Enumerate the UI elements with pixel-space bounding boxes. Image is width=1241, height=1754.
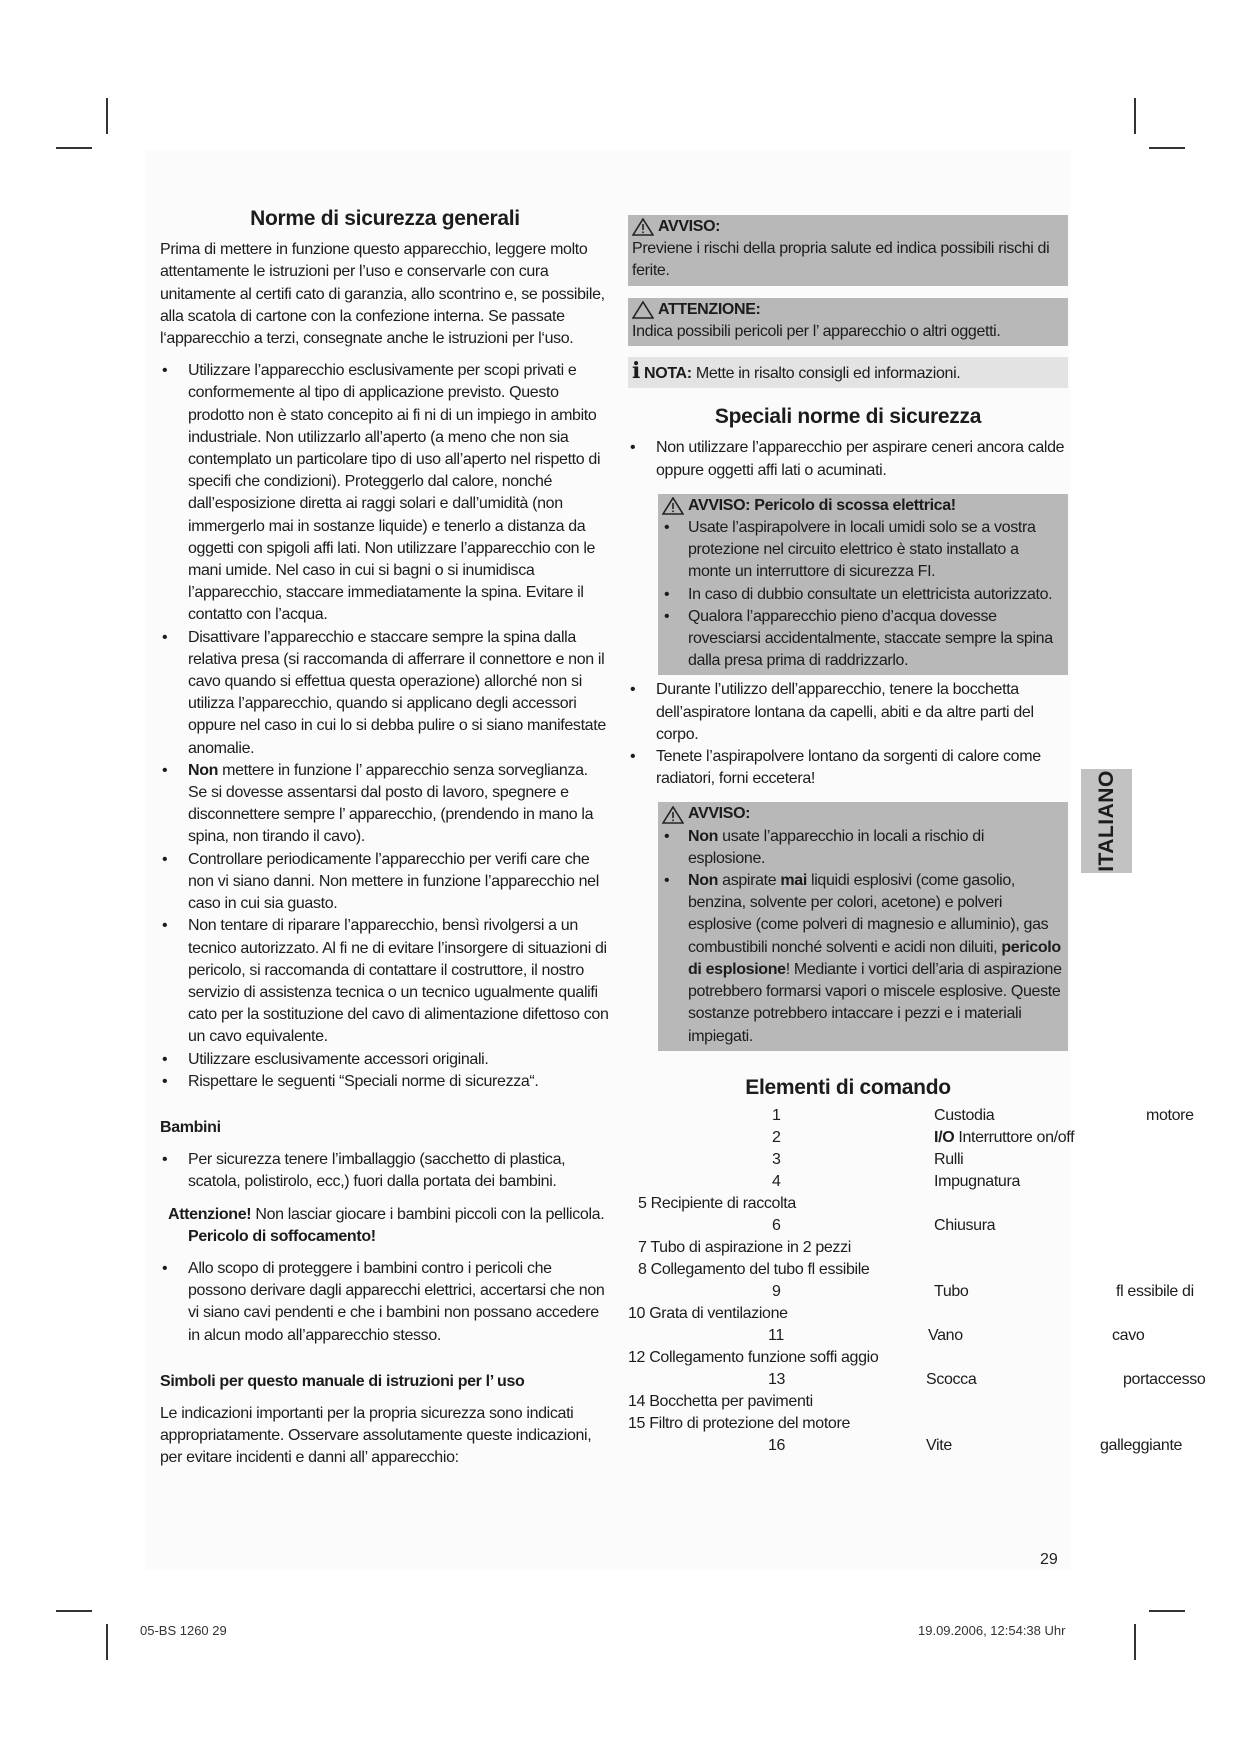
list-item: • Allo scopo di proteggere i bambini contro i pericoli che possono derivare dagli apparecchi elettrici, accertarsi che non vi siano cavi pendenti e che i bambini non possano accedere in alcun modo all’apparecchio stesso. <box>160 1258 610 1347</box>
children-list <box>160 1149 610 1193</box>
list-item: • Tenete l’aspirapolvere lontano da sorgenti di calore come radiatori, forni eccetera! <box>628 746 1068 790</box>
warning-triangle-icon <box>632 218 654 236</box>
control-item: 10 Grata di ventilazione <box>628 1304 788 1322</box>
control-item: 16 Vite galleggiante <box>768 1436 1183 1454</box>
control-item: 5 Recipiente di raccolta <box>638 1194 796 1212</box>
suffocation-warning: Pericolo di soffocamento! <box>188 1227 376 1245</box>
warning-text: Previene i rischi della propria salute ed indica possibili rischi di ferite. <box>632 240 1050 280</box>
warning-triangle-icon <box>662 806 684 824</box>
caution-triangle-icon <box>632 301 654 319</box>
shock-warning-title: AVVISO: Pericolo di scossa elettrica! <box>688 496 956 514</box>
attention-note: Attenzione! Non lasciar giocare i bambini piccoli con la pellicola. Pericolo di soffocamento! <box>168 1205 605 1245</box>
caution-text: Indica possibili pericoli per l’ apparecchio o altri oggetti. <box>632 322 1001 340</box>
list-item: • Non usate l’apparecchio in locali a rischio di esplosione. <box>662 826 1064 870</box>
crop-mark <box>1149 147 1185 149</box>
explosion-warning-title: AVVISO: <box>688 805 751 823</box>
language-tab: ITALIANO <box>1081 769 1132 873</box>
control-item: 9 Tubo fl essibile di <box>772 1282 1194 1300</box>
warning-label: AVVISO: <box>658 218 721 235</box>
list-item: • Non aspirate mai liquidi esplosivi (come gasolio, benzina, solvente per colori, acetone) e polveri esplosive (come polveri di magnesio e alluminio), gas combustibili nonché solventi e acidi non diluiti, pericolo di esplosione! Mediante i vortici dell’aria di aspirazione potrebbero formarsi vapori o miscele esplosive. Queste sostanze potrebbero intaccare i pezzi e i materiali impiegati. <box>662 870 1064 1048</box>
crop-mark <box>56 147 92 149</box>
list-item: • Utilizzare l’apparecchio esclusivamente per scopi privati e conformemente al tipo di applicazione previsto. Questo prodotto non è stato concepito ai fi ni di un impiego in ambito industriale. Non utilizzarlo all’aperto (a meno che non sia contemplato un particolare tipo di uso all’aperto nel rispetto di specifi che condizioni). Proteggerlo dal calore, nonché dall’esposizione diretta ai raggi solari e dall’umidità (non immergerlo mai in sostanze liquide) e tenerlo a distanza da oggetti con spigoli affi lati. Non utilizzare l’apparecchio con le mani umide. Nel caso in cui si bagni o si inumidisca l’apparecchio, staccare immediatamente la spina. Evitare il contatto con l’acqua. <box>160 360 610 626</box>
children-list-2 <box>160 1258 610 1347</box>
list-item: • Qualora l’apparecchio pieno d’acqua dovesse rovesciarsi accidentalmente, staccate sempre la spina dalla presa prima di raddrizzarlo. <box>662 606 1064 673</box>
special-safety-list <box>628 437 1068 481</box>
control-item: 2 I/O Interruttore on/off <box>772 1128 1075 1146</box>
note-text: Mette in risalto consigli ed informazioni. <box>691 365 961 383</box>
info-icon: i <box>632 358 641 385</box>
control-item: 12 Collegamento funzione soffi aggio <box>628 1348 879 1366</box>
list-item: • Rispettare le seguenti “Speciali norme di sicurezza“. <box>160 1071 610 1093</box>
list-item: • Disattivare l’apparecchio e staccare sempre la spina dalla relativa presa (si raccomanda di afferrare il connettore e non il cavo quando si effettua questa operazione) allorché non si utilizza l’apparecchio, quando si applicano degli accessori oppure nel caso in cui lo si debba pulire o si siano manifestate anomalie. <box>160 627 610 760</box>
crop-mark <box>1134 98 1136 134</box>
general-safety-list <box>160 360 610 1093</box>
list-item: • Non utilizzare l’apparecchio per aspirare ceneri ancora calde oppure oggetti affi lati o acuminati. <box>628 437 1068 481</box>
crop-mark <box>1134 1624 1136 1660</box>
control-item: 3 Rulli <box>772 1150 964 1168</box>
list-item: • Utilizzare esclusivamente accessori originali. <box>160 1049 610 1071</box>
list-item: • Durante l’utilizzo dell’apparecchio, tenere la bocchetta dell’aspiratore lontana da capelli, abiti e da altre parti del corpo. <box>628 679 1068 746</box>
control-item: 15 Filtro di protezione del motore <box>628 1414 850 1432</box>
crop-mark <box>106 98 108 134</box>
controls-title: Elementi di comando <box>745 1075 951 1099</box>
control-item: 8 Collegamento del tubo fl essibile <box>638 1260 870 1278</box>
control-item: 14 Bocchetta per pavimenti <box>628 1392 813 1410</box>
special-safety-list-2 <box>628 679 1068 790</box>
crop-mark <box>1149 1610 1185 1612</box>
electric-shock-warning-box <box>658 494 1068 676</box>
caution-box <box>628 298 1068 346</box>
note-label: NOTA: <box>644 365 692 383</box>
control-item: 11 Vano cavo <box>768 1326 1145 1344</box>
control-item: 7 Tubo di aspirazione in 2 pezzi <box>638 1238 851 1256</box>
note-box <box>628 357 1068 388</box>
page-number: 29 <box>1040 1551 1058 1568</box>
general-safety-title: Norme di sicurezza generali <box>250 207 520 230</box>
crop-mark <box>106 1624 108 1660</box>
control-item: 6 Chiusura <box>772 1216 996 1234</box>
intro-paragraph: Prima di mettere in funzione questo apparecchio, leggere molto attentamente le istruzioni per l’uso e conservarle con cura unitamente al certifi cato di garanzia, allo scontrino e, se possibile, alla scatola di cartone con la confezione interna. Se passate l‘apparecchio a terzi, consegnate anche le istruzioni per l‘uso. <box>160 241 605 348</box>
controls-list <box>628 1105 1206 1457</box>
list-item: • Usate l’aspirapolvere in locali umidi solo se a vostra protezione nel circuito elettrico è stato installato a monte un interruttore di sicurezza FI. <box>662 517 1064 584</box>
list-item: • Non tentare di riparare l’apparecchio, bensì rivolgersi a un tecnico autorizzato. Al fi ne di evitare l’insorgere di situazioni di pericolo, si raccomanda di contattare il costruttore, il nostro servizio di assistenza tecnica o un tecnico ugualmente qualifi cato per la sostituzione del cavo di alimentazione difettoso con un cavo equivalente. <box>160 915 610 1048</box>
list-item: • Controllare periodicamente l’apparecchio per verifi care che non vi siano danni. Non mettere in funzione l’apparecchio nel caso in cui sia guasto. <box>160 849 610 916</box>
list-item: • Non mettere in funzione l’ apparecchio senza sorveglianza. Se si dovesse assentarsi dal posto di lavoro, spegnere e disconnettere sempre l’ apparecchio, (prendendo in mano la spina, non tirando il cavo). <box>160 760 610 849</box>
warning-box <box>628 215 1068 286</box>
special-safety-title: Speciali norme di sicurezza <box>714 405 982 429</box>
control-item: 1 Custodia motore <box>772 1106 1194 1124</box>
crop-mark <box>56 1610 92 1612</box>
footer-timestamp: 19.09.2006, 12:54:38 Uhr <box>918 1623 1066 1638</box>
footer-file-info: 05-BS 1260 29 <box>140 1623 227 1638</box>
control-item: 13 Scocca portaccesso <box>768 1370 1206 1388</box>
left-column <box>160 208 610 1470</box>
control-item: 4 Impugnatura <box>772 1172 1020 1190</box>
children-heading: Bambini <box>160 1118 221 1136</box>
list-item: • Per sicurezza tenere l’imballaggio (sacchetto di plastica, scatola, polistirolo, ecc,) fuori dalla portata dei bambini. <box>160 1149 610 1193</box>
symbols-paragraph: Le indicazioni importanti per la propria sicurezza sono indicati appropriatamente. Osservare assolutamente queste indicazioni, per evitare incidenti e danni all’ apparecchio: <box>160 1404 592 1467</box>
list-item: • In caso di dubbio consultate un elettricista autorizzato. <box>662 584 1064 606</box>
explosion-warning-box <box>658 802 1068 1050</box>
symbols-heading: Simboli per questo manuale di istruzioni per l’ uso <box>160 1372 525 1390</box>
warning-triangle-icon <box>662 497 684 515</box>
caution-label: ATTENZIONE: <box>658 300 761 318</box>
